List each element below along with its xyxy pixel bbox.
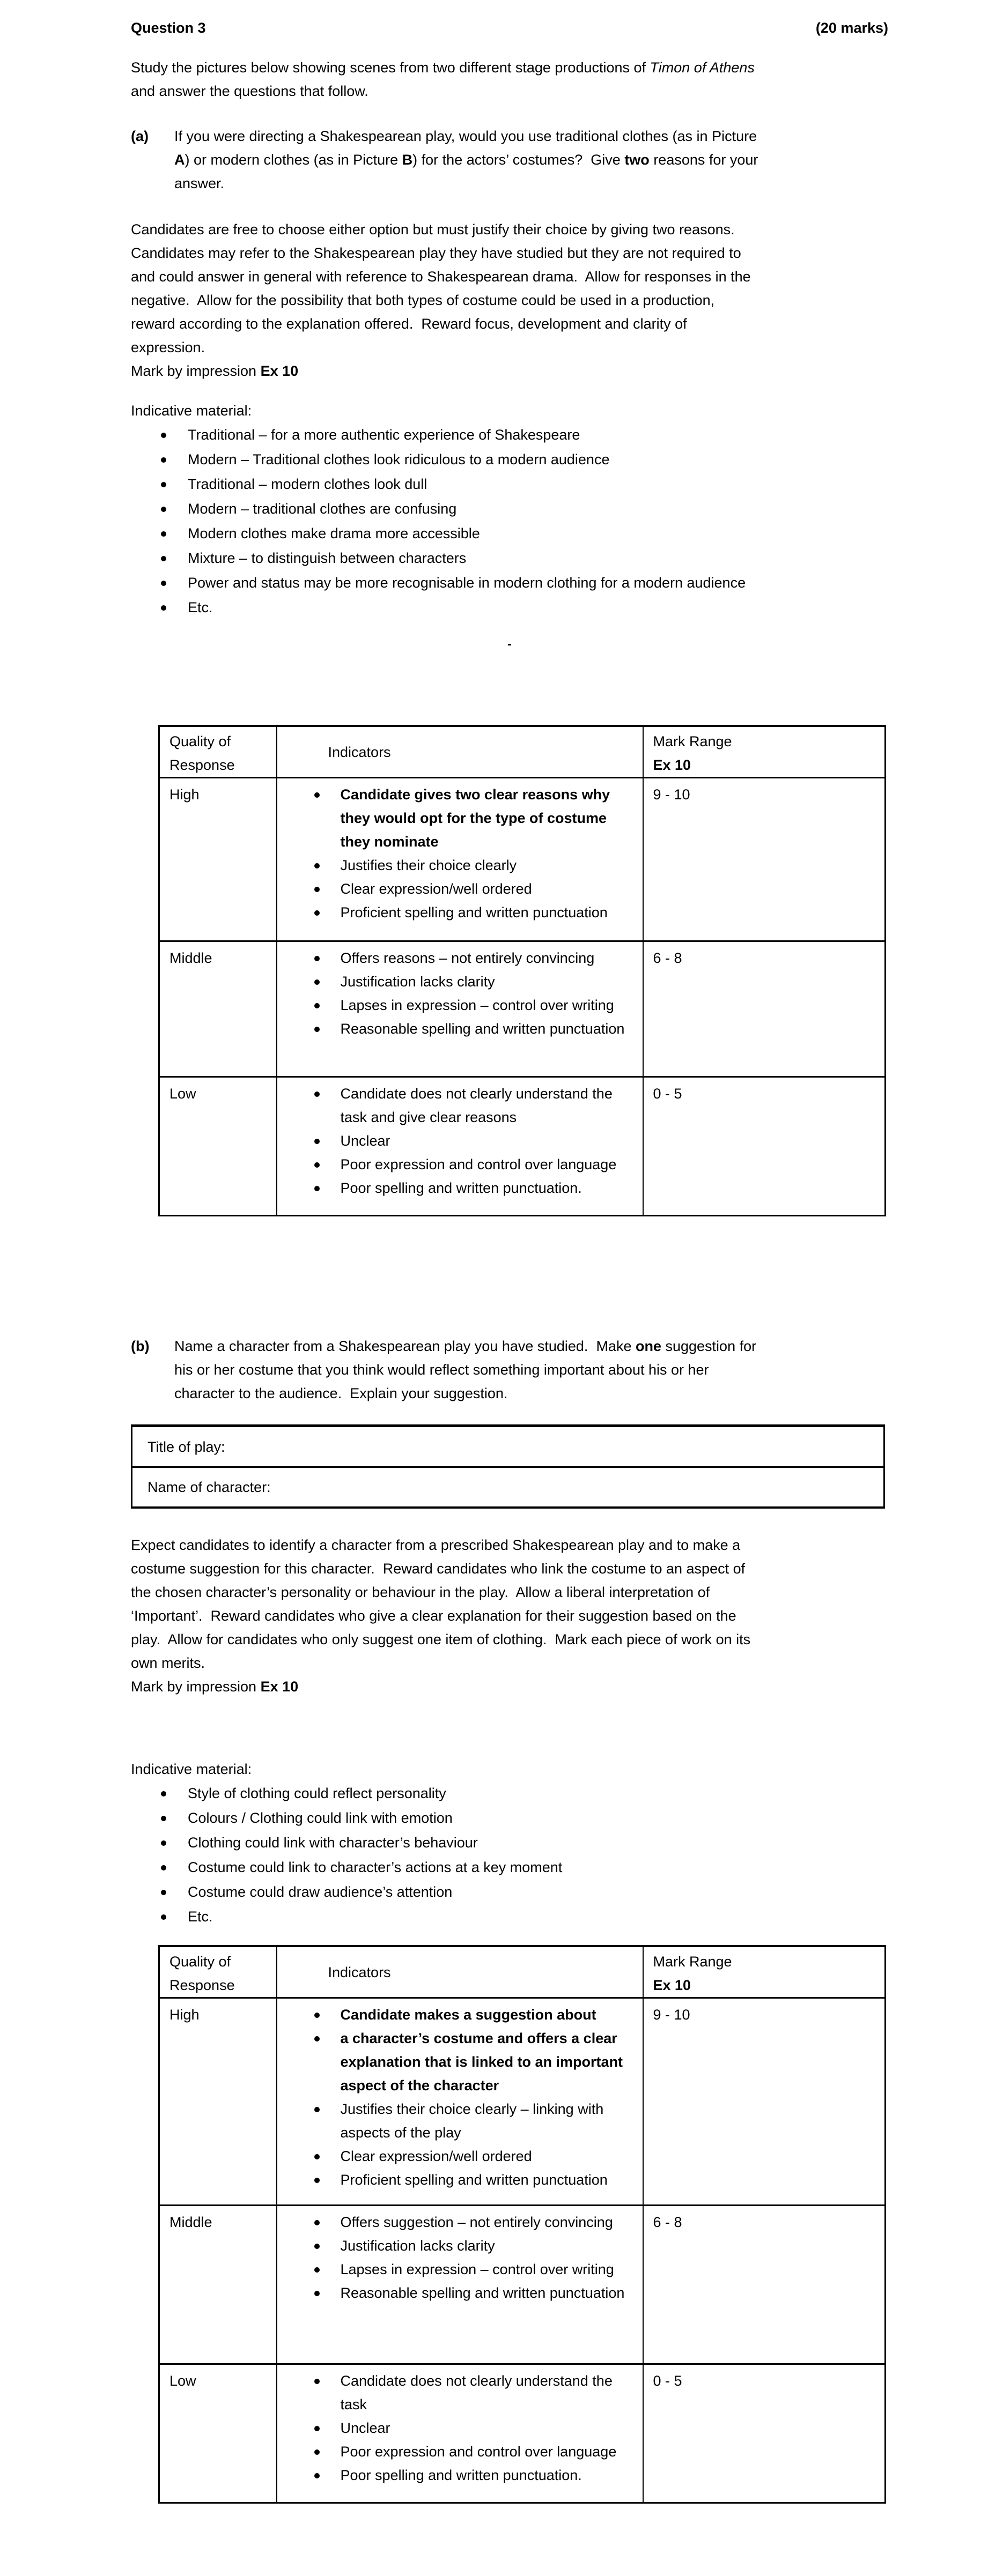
mark-range-ex: Ex 10 xyxy=(653,757,691,773)
text-run: Clear expression/well ordered xyxy=(340,2148,532,2164)
text-run: If you were directing a Shakespearean play, would you use traditional clothes (as in Picture xyxy=(174,128,757,144)
text-run: Clear expression/well ordered xyxy=(340,881,532,897)
header-indicators: Indicators xyxy=(277,1946,643,1998)
indicator-item xyxy=(341,2369,629,2416)
text-run: B xyxy=(402,152,413,168)
header-quality-of-response: Quality of Response xyxy=(159,726,277,778)
indicator-item xyxy=(341,2097,629,2144)
text-run: Poor expression and control over language xyxy=(340,2444,617,2460)
text-line xyxy=(174,124,758,148)
text-run: and could answer in general with reference to Shakespearean drama. Allow for responses in the xyxy=(131,269,751,285)
indicator-item xyxy=(341,853,629,877)
indicative-a-list xyxy=(131,422,888,620)
list-item xyxy=(188,546,888,570)
indicator-item xyxy=(341,1176,629,1200)
text-run: his or her costume that you think would reflect something important about his or her xyxy=(174,1362,709,1378)
text-line xyxy=(174,1334,756,1358)
text-run: Reasonable spelling and written punctuation xyxy=(340,1021,625,1037)
header-indicators: Indicators xyxy=(277,726,643,778)
rubric-row-low xyxy=(159,1077,886,1216)
text-run: the chosen character’s personality or behaviour in the play. Allow a liberal interpretation of xyxy=(131,1584,710,1600)
text-run: Clothing could link with character’s behaviour xyxy=(188,1835,478,1851)
quality-level: Low xyxy=(159,1077,277,1216)
quality-level: High xyxy=(159,778,277,941)
text-run: Lapses in expression – control over writing xyxy=(340,2261,614,2277)
question-b-text xyxy=(174,1334,756,1405)
title-of-play-label: Title of play: xyxy=(148,1438,225,1455)
indicative-a-heading: Indicative material: xyxy=(131,403,252,419)
question-number: Question 3 xyxy=(131,20,206,36)
indicators-cell xyxy=(277,2206,643,2364)
question-a-text xyxy=(174,124,758,195)
text-line xyxy=(174,172,758,195)
text-run: Modern – traditional clothes are confusing xyxy=(188,501,457,517)
text-run: Ex 10 xyxy=(260,1679,299,1695)
list-item xyxy=(188,472,888,496)
rubric-table xyxy=(158,725,886,1216)
indicator-item xyxy=(341,2281,629,2305)
text-run: Ex 10 xyxy=(260,363,299,379)
text-line xyxy=(131,288,888,312)
text-line xyxy=(131,1628,888,1651)
text-run: own merits. xyxy=(131,1655,205,1671)
mark-range-value: 0 - 5 xyxy=(643,2364,886,2503)
text-run: Candidates may refer to the Shakespearean play they have studied but they are not required to xyxy=(131,245,741,261)
guidance-b-paragraph xyxy=(131,1533,888,1698)
mark-range-value: 6 - 8 xyxy=(643,941,886,1077)
text-run: Traditional – modern clothes look dull xyxy=(188,476,427,492)
text-run: Proficient spelling and written punctuation xyxy=(340,904,608,920)
text-run: one xyxy=(635,1338,661,1354)
rubric-row-high xyxy=(159,1998,886,2206)
mark-range-label: Mark Range xyxy=(653,1954,732,1970)
rubric-header-row xyxy=(159,726,886,778)
mark-range-value: 9 - 10 xyxy=(643,1998,886,2206)
indicator-item xyxy=(341,901,629,924)
mark-range-value: 0 - 5 xyxy=(643,1077,886,1216)
text-run: Study the pictures below showing scenes from two different stage productions of xyxy=(131,60,650,76)
rubric-row-high xyxy=(159,778,886,941)
text-line xyxy=(131,56,888,79)
list-item xyxy=(188,496,888,521)
indicators-cell xyxy=(277,2364,643,2503)
indicator-item xyxy=(341,1153,629,1176)
indicator-item xyxy=(341,2210,629,2234)
text-run: Expect candidates to identify a character from a prescribed Shakespearean play and to make a xyxy=(131,1537,741,1553)
text-line xyxy=(131,1557,888,1580)
question-a xyxy=(131,124,888,195)
list-item xyxy=(188,1904,888,1929)
indicator-item xyxy=(341,2026,629,2097)
text-run: Modern clothes make drama more accessible xyxy=(188,525,480,541)
stray-mark: - xyxy=(507,637,512,651)
quality-level: Low xyxy=(159,2364,277,2503)
quality-level: Middle xyxy=(159,2206,277,2364)
text-run: Etc. xyxy=(188,599,213,615)
question-a-label: (a) xyxy=(131,128,149,144)
mark-range-label: Mark Range xyxy=(653,733,732,749)
indicative-b-heading: Indicative material: xyxy=(131,1761,252,1777)
question-b xyxy=(131,1334,888,1405)
text-line xyxy=(131,312,888,336)
text-run: Proficient spelling and written punctuation xyxy=(340,2172,608,2188)
indicator-list xyxy=(277,2369,629,2487)
rubric-row-middle xyxy=(159,941,886,1077)
text-run: ‘Important’. Reward candidates who give a clear explanation for their suggestion based on the xyxy=(131,1608,736,1624)
indicator-item xyxy=(341,946,629,970)
text-run: Style of clothing could reflect personality xyxy=(188,1785,446,1801)
list-item xyxy=(188,447,888,472)
text-line xyxy=(131,79,888,103)
text-run: Candidate does not clearly understand the task and give clear reasons xyxy=(340,1086,613,1125)
text-run: Justification lacks clarity xyxy=(340,2238,495,2254)
indicator-item xyxy=(341,2144,629,2168)
list-item xyxy=(188,1830,888,1855)
text-line xyxy=(131,336,888,359)
text-run: negative. Allow for the possibility that both types of costume could be used in a production, xyxy=(131,292,715,308)
text-run: Power and status may be more recognisable in modern clothing for a modern audience xyxy=(188,575,746,591)
quality-level: High xyxy=(159,1998,277,2206)
quality-level: Middle xyxy=(159,941,277,1077)
text-run: Candidate gives two clear reasons why they would opt for the type of costume they nominate xyxy=(340,786,610,850)
indicators-cell xyxy=(277,941,643,1077)
text-run: Candidate does not clearly understand the task xyxy=(340,2373,613,2412)
indicator-list xyxy=(277,946,629,1041)
header-mark-range xyxy=(643,1946,886,1998)
indicator-item xyxy=(341,783,629,853)
mark-range-value: 6 - 8 xyxy=(643,2206,886,2364)
rubric-row-middle xyxy=(159,2206,886,2364)
text-run: Etc. xyxy=(188,1909,213,1925)
mark-range-ex: Ex 10 xyxy=(653,1977,691,1993)
text-run: Unclear xyxy=(340,1133,390,1149)
text-run: character to the audience. Explain your suggestion. xyxy=(174,1385,508,1401)
text-line xyxy=(174,1358,756,1382)
text-run: Reasonable spelling and written punctuation xyxy=(340,2285,625,2301)
indicator-item xyxy=(341,970,629,993)
indicator-list xyxy=(277,2210,629,2305)
text-run: Mark by impression xyxy=(131,1679,261,1695)
text-line xyxy=(131,1675,888,1698)
indicator-item xyxy=(341,1017,629,1041)
indicator-item xyxy=(341,2440,629,2463)
text-run: Colours / Clothing could link with emotion xyxy=(188,1810,453,1826)
text-run: Candidates are free to choose either option but must justify their choice by giving two reasons. xyxy=(131,221,735,237)
text-run: reasons for your xyxy=(649,152,758,168)
rubric-table-a-wrap xyxy=(131,725,888,1216)
indicative-b-list xyxy=(131,1781,888,1929)
indicator-item xyxy=(341,2258,629,2281)
text-run: Modern – Traditional clothes look ridiculous to a modern audience xyxy=(188,451,610,467)
indicator-list xyxy=(277,783,629,924)
indicator-item xyxy=(341,993,629,1017)
text-run: Poor spelling and written punctuation. xyxy=(340,2467,582,2483)
header-quality-of-response: Quality of Response xyxy=(159,1946,277,1998)
text-run: and answer the questions that follow. xyxy=(131,83,368,99)
intro-paragraph xyxy=(131,56,888,103)
list-item xyxy=(188,1855,888,1880)
list-item xyxy=(188,1880,888,1904)
text-run: reward according to the explanation offered. Reward focus, development and clarity of xyxy=(131,316,687,332)
indicators-cell xyxy=(277,778,643,941)
text-run: a character’s costume and offers a clear explanation that is linked to an important aspect of the character xyxy=(340,2030,623,2094)
text-run: Poor expression and control over language xyxy=(340,1156,617,1172)
text-line xyxy=(131,1533,888,1557)
text-run: Costume could link to character’s actions at a key moment xyxy=(188,1859,563,1875)
text-run: Unclear xyxy=(340,2420,390,2436)
text-run: A xyxy=(174,152,185,168)
indicator-list xyxy=(277,2003,629,2192)
text-run: Justifies their choice clearly – linking with aspects of the play xyxy=(340,2101,604,2141)
indicator-item xyxy=(341,1129,629,1153)
text-run: Lapses in expression – control over writing xyxy=(340,997,614,1013)
text-run: suggestion for xyxy=(661,1338,757,1354)
text-line xyxy=(131,359,888,383)
indicator-item xyxy=(341,877,629,901)
text-run: Offers reasons – not entirely convincing xyxy=(340,950,595,966)
rubric-table-b-wrap xyxy=(131,1945,888,2504)
indicator-list xyxy=(277,1082,629,1200)
text-run: Justifies their choice clearly xyxy=(340,857,517,873)
text-run: Justification lacks clarity xyxy=(340,974,495,990)
indicator-item xyxy=(341,2003,629,2026)
text-run: two xyxy=(624,152,650,168)
total-marks: (20 marks) xyxy=(815,20,888,36)
indicator-item xyxy=(341,2168,629,2192)
text-run: Timon of Athens xyxy=(650,60,755,76)
text-run: Mixture – to distinguish between characters xyxy=(188,550,467,566)
text-run: Name a character from a Shakespearean play you have studied. Make xyxy=(174,1338,636,1354)
list-item xyxy=(188,570,888,595)
list-item xyxy=(188,422,888,447)
document-header xyxy=(131,16,888,40)
text-line xyxy=(131,241,888,265)
indicators-cell xyxy=(277,1998,643,2206)
text-run: play. Allow for candidates who only suggest one item of clothing. Mark each piece of work on its xyxy=(131,1631,751,1647)
answer-box xyxy=(131,1424,885,1509)
indicator-item xyxy=(341,2463,629,2487)
list-item xyxy=(188,521,888,546)
list-item xyxy=(188,1806,888,1830)
text-run: ) or modern clothes (as in Picture xyxy=(185,152,402,168)
text-run: Costume could draw audience’s attention xyxy=(188,1884,453,1900)
rubric-row-low xyxy=(159,2364,886,2503)
text-line xyxy=(131,1580,888,1604)
text-line xyxy=(131,218,888,241)
list-item xyxy=(188,595,888,620)
text-line xyxy=(174,1382,756,1405)
text-run: Mark by impression xyxy=(131,363,261,379)
text-run: costume suggestion for this character. Reward candidates who link the costume to an aspect of xyxy=(131,1561,746,1577)
text-run: Traditional – for a more authentic experience of Shakespeare xyxy=(188,427,580,443)
text-run: ) for the actors’ costumes? Give xyxy=(412,152,625,168)
text-line xyxy=(174,148,758,172)
header-mark-range xyxy=(643,726,886,778)
indicators-cell xyxy=(277,1077,643,1216)
text-run: Offers suggestion – not entirely convincing xyxy=(340,2214,613,2230)
rubric-header-row xyxy=(159,1946,886,1998)
mark-range-value: 9 - 10 xyxy=(643,778,886,941)
text-line xyxy=(131,1651,888,1675)
indicator-item xyxy=(341,2234,629,2258)
question-b-label: (b) xyxy=(131,1338,150,1354)
rubric-table xyxy=(158,1945,886,2504)
answer-box-title-row xyxy=(132,1427,883,1466)
text-run: Poor spelling and written punctuation. xyxy=(340,1180,582,1196)
indicator-item xyxy=(341,2416,629,2440)
text-line xyxy=(131,1604,888,1628)
indicator-item xyxy=(341,1082,629,1129)
answer-box-character-row xyxy=(132,1466,883,1506)
text-line xyxy=(131,265,888,288)
list-item xyxy=(188,1781,888,1806)
guidance-a-paragraph xyxy=(131,218,888,383)
text-run: answer. xyxy=(174,175,225,191)
text-run: Candidate makes a suggestion about xyxy=(340,2007,596,2023)
name-of-character-label: Name of character: xyxy=(148,1479,271,1495)
text-run: expression. xyxy=(131,339,205,355)
